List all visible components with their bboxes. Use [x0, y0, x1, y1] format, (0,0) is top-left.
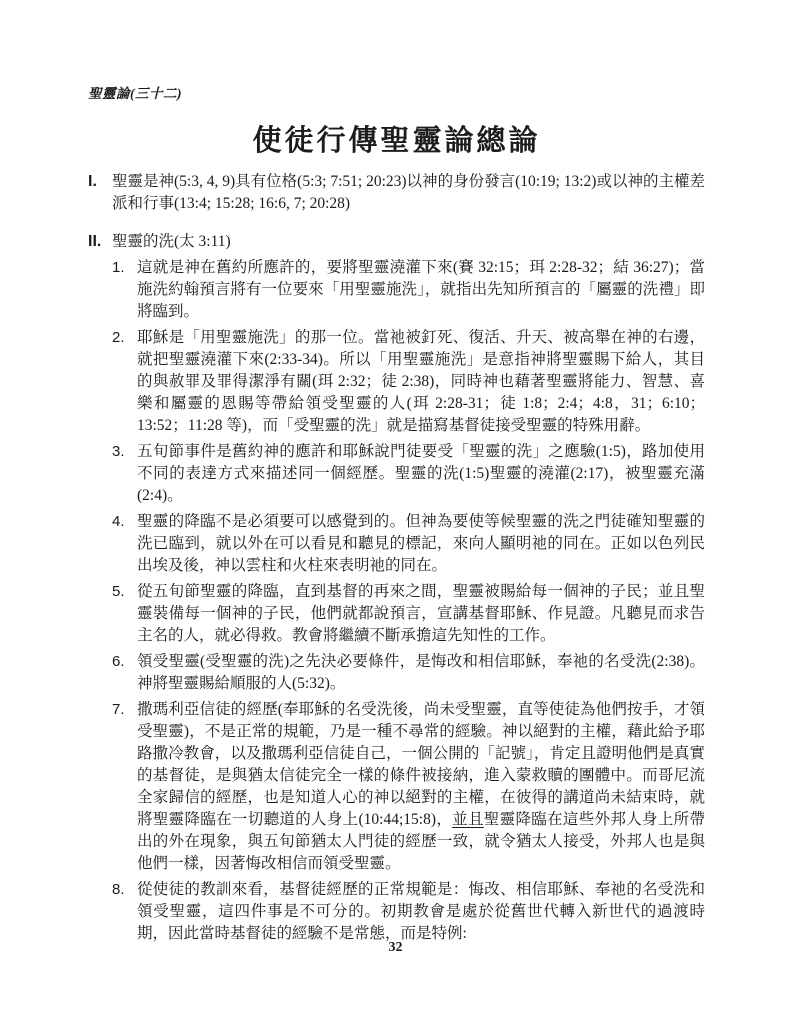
running-header: 聖靈論(三十二): [88, 86, 182, 101]
item-text: 從五旬節聖靈的降臨，直到基督的再來之間，聖靈被賜給每一個神的子民；並且聖靈裝備每一個神的子民，他們就都說預言，宣講基督耶穌、作見證。凡聽見而求告主名的人，就必得救。教會將繼續不斷承擔這先知性的工作。: [137, 583, 705, 644]
numbered-list: [112, 257, 705, 945]
section-2: [88, 231, 705, 253]
item-number: 2.: [112, 329, 125, 346]
list-item: [112, 441, 705, 507]
list-item: [112, 699, 705, 875]
item-number: 3.: [112, 443, 125, 460]
list-item: [112, 879, 705, 945]
item-number: 8.: [112, 881, 125, 898]
item-text-segment: 聖靈降臨在這些外邦人身上所帶出的外在現象，與五旬節猶太人門徒的經歷一致，就令猶太人接受，外邦人也是與他們一樣，因著悔改相信而領受聖靈。: [137, 811, 705, 872]
item-text: 領受聖靈(受聖靈的洗)之先決必要條件，是悔改和相信耶穌，奉祂的名受洗(2:38)。神將聖靈賜給順服的人(5:32)。: [137, 653, 705, 692]
section-1-text: 聖靈是神(5:3, 4, 9)具有位格(5:3; 7:51; 20:23)以神的身份發言(10:19; 13:2)或以神的主權差派和行事(13:4; 15:28; 16:6, 7; 20:28): [112, 173, 705, 212]
item-text: 聖靈的降臨不是必須要可以感覺到的。但神為要使等候聖靈的洗之門徒確知聖靈的洗已臨到，就以外在可以看見和聽見的標記，來向人顯明祂的同在。正如以色列民出埃及後，神以雲柱和火柱來表明祂的同在。: [137, 513, 705, 574]
item-text-underlined-segment: 並且: [452, 811, 484, 828]
list-item: [112, 651, 705, 695]
section-1: [88, 171, 705, 215]
list-item: [112, 511, 705, 577]
list-item: [112, 581, 705, 647]
section-2-heading: 聖靈的洗(太 3:11): [112, 233, 231, 250]
item-number: 7.: [112, 701, 125, 718]
item-text: 耶穌是「用聖靈施洗」的那一位。當祂被釘死、復活、升天、被高舉在神的右邊，就把聖靈澆灌下來(2:33-34)。所以「用聖靈施洗」是意指神將聖靈賜下給人，其目的與赦罪及罪得潔淨有關(珥 2:32；徒 2:38)，同時神也藉著聖靈將能力、智慧、喜樂和屬靈的恩賜等帶給領受聖靈的人(珥 2:28-31；徒 1:8；2:4；4:8，31；6:10；13:52；11:28 等)，而「受聖靈的洗」就是描寫基督徒接受聖靈的特殊用辭。: [137, 329, 705, 434]
item-text-segment: 撒瑪利亞信徒的經歷(奉耶穌的名受洗後，尚未受聖靈，直等使徒為他們按手，才領受聖靈)，不是正常的規範，乃是一種不尋常的經驗。神以絕對的主權，藉此給予耶路撒冷教會，以及撒瑪利亞信徒自己，一個公開的「記號」，肯定且證明他們是真實的基督徒，是與猶太信徒完全一樣的條件被接納，進入蒙救贖的團體中。而哥尼流全家歸信的經歷，也是知道人心的神以絕對的主權，在彼得的講道尚未結束時，就將聖靈降臨在一切聽道的人身上(10:44;15:8)，: [137, 701, 705, 828]
item-text: 五旬節事件是舊約神的應許和耶穌說門徒要受「聖靈的洗」之應驗(1:5)，路加使用不同的表達方式來描述同一個經歷。聖靈的洗(1:5)聖靈的澆灌(2:17)，被聖靈充滿(2:4)。: [137, 443, 705, 504]
item-text: [137, 699, 705, 875]
list-item: [112, 257, 705, 323]
page-title: 使徒行傳聖靈論總論: [252, 125, 541, 157]
item-number: 5.: [112, 583, 125, 600]
item-number: 1.: [112, 259, 125, 276]
item-number: 6.: [112, 653, 125, 670]
section-2-numeral: II.: [88, 233, 102, 250]
item-text: 這就是神在舊約所應許的，要將聖靈澆灌下來(賽 32:15；珥 2:28-32；結 36:27)；當施洗約翰預言將有一位要來「用聖靈施洗」，就指出先知所預言的「屬靈的洗禮」即將臨到。: [137, 259, 705, 320]
page-number: 32: [388, 940, 403, 955]
item-text: 從使徒的教訓來看，基督徒經歷的正常規範是：悔改、相信耶穌、奉祂的名受洗和領受聖靈，這四件事是不可分的。初期教會是處於從舊世代轉入新世代的過渡時期，因此當時基督徒的經驗不是常態，而是特例:: [137, 881, 705, 942]
list-item: [112, 327, 705, 437]
item-number: 4.: [112, 513, 125, 530]
section-1-numeral: I.: [88, 173, 97, 190]
